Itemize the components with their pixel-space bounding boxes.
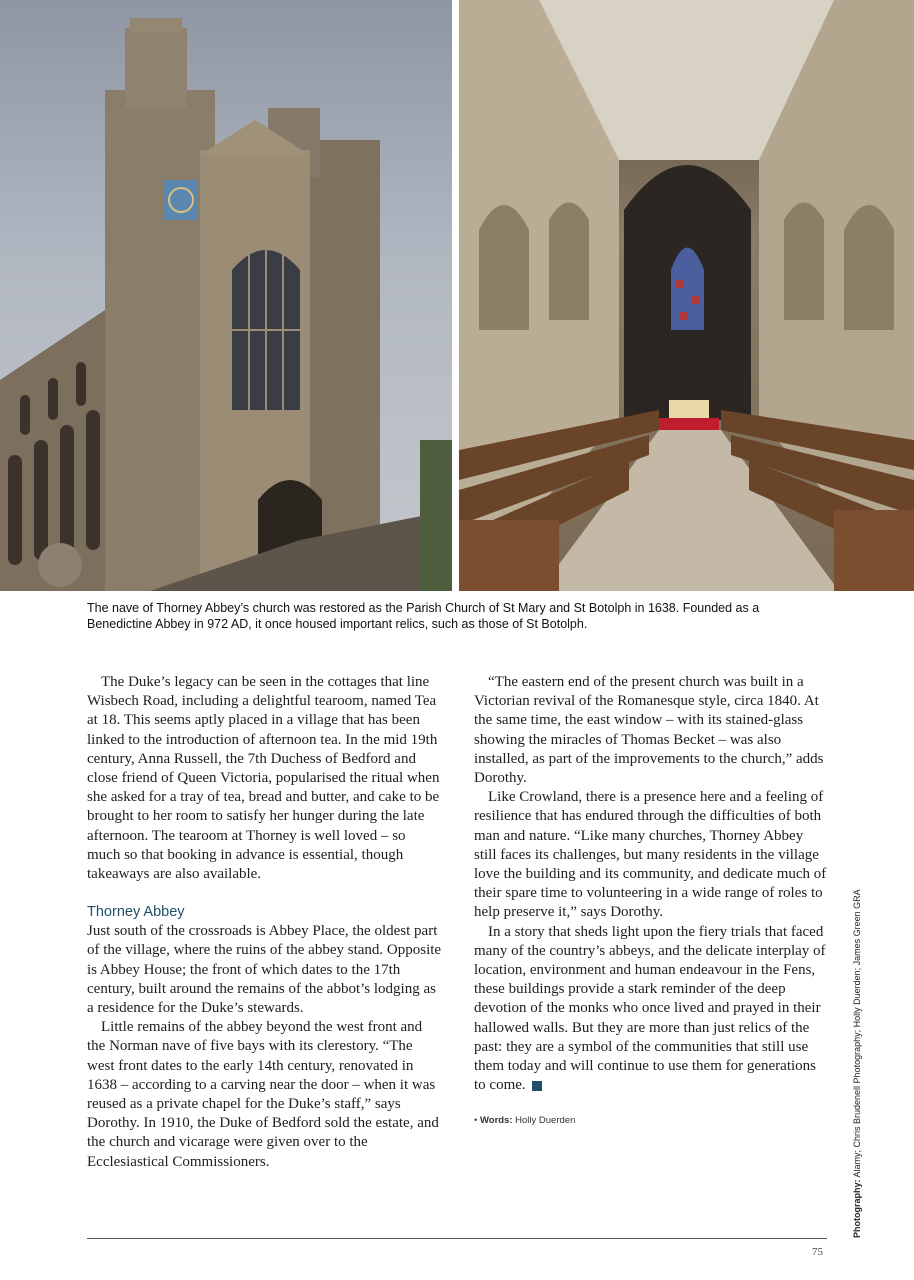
paragraph: Like Crowland, there is a presence here and a feeling of resilience that has endured through the difficulties of both man and nature. “Like many churches, Thorney Abbey still faces its challenges, but many residents in the village love the building and its community, and dedicate much of their spare time to volunteering in a wide range of roles to help preserve it,” says Dorothy. [474,789,827,921]
article-column-right [474,673,829,1095]
image-caption: The nave of Thorney Abbey’s church was restored as the Parish Church of St Mary and St Botolph in 1638. Founded as a Benedictine Abbey in 972 AD, it once housed important relics, such as those of St Botolph. [87,601,760,631]
church-nave-photo [459,0,914,591]
photography-label: Photography: [852,1179,862,1238]
words-name: Holly Duerden [515,1115,576,1126]
end-square-icon [532,1081,542,1091]
footer-rule [87,1238,827,1239]
words-label: Words: [479,1115,513,1126]
section-heading: Thorney Abbey [87,904,185,921]
photography-credit [852,889,862,1238]
paragraph: “The eastern end of the present church was built in a Victorian revival of the Romanesque style, circa 1840. At the same time, the east window – with its stained-glass showing the miracles of Thomas Becket – was also installed, as part of the improvements to the church,” adds Dorothy. [474,674,824,787]
article-column-left [87,673,442,1172]
paragraph: Little remains of the abbey beyond the west front and the Norman nave of five bays with its clerestory. “The west front dates to the early 14th century, renovated in 1638 – according to a carving near the door – when it was reused as a private chapel for the Duke’s staff,” says Dorothy. In 1910, the Duke of Bedford sold the estate, and the church and vicarage were given over to the Ecclesiastical Commissioners. [87,1019,439,1170]
bullet-icon: • [474,1115,478,1126]
photography-names: Alamy; Chris Brudenell Photography; Holly Duerden; James Green GRA [852,889,862,1178]
paragraph [474,923,829,1096]
page-number: 75 [812,1246,823,1258]
paragraph: The Duke’s legacy can be seen in the cottages that line Wisbech Road, including a delightful tearoom, named Tea at 18. This seems aptly placed in a village that has been linked to the introduction of afternoon tea. In the mid 19th century, Anna Russell, the 7th Duchess of Bedford and close friend of Queen Victoria, popularised the ritual when she asked for a tray of tea, bread and butter, and cake to be brought to her room to satisfy her hunger during the late afternoon. The tearoom at Thorney is well loved – so much so that booking in advance is essential, though takeaways are also available. [87,674,440,883]
paragraph: Just south of the crossroads is Abbey Place, the oldest part of the village, where the ruins of the abbey stand. Opposite is Abbey House; the front of which dates to the 17th century, built around the remains of the abbot’s lodging as a residence for the Duke’s stewards. [87,923,442,1017]
church-tower-photo [0,0,452,591]
words-credit [474,1115,575,1126]
paragraph-text: In a story that sheds light upon the fiery trials that faced many of the country’s abbeys, and the delicate interplay of location, environment and human endeavour in the Fens, these buildings provide a stark reminder of the deep devotion of the monks who once lived and prayed in their hallowed walls. But they are more than just relics of the past: they are a symbol of the communities that still use them today and will continue to use them for generations to come. [474,923,826,1094]
